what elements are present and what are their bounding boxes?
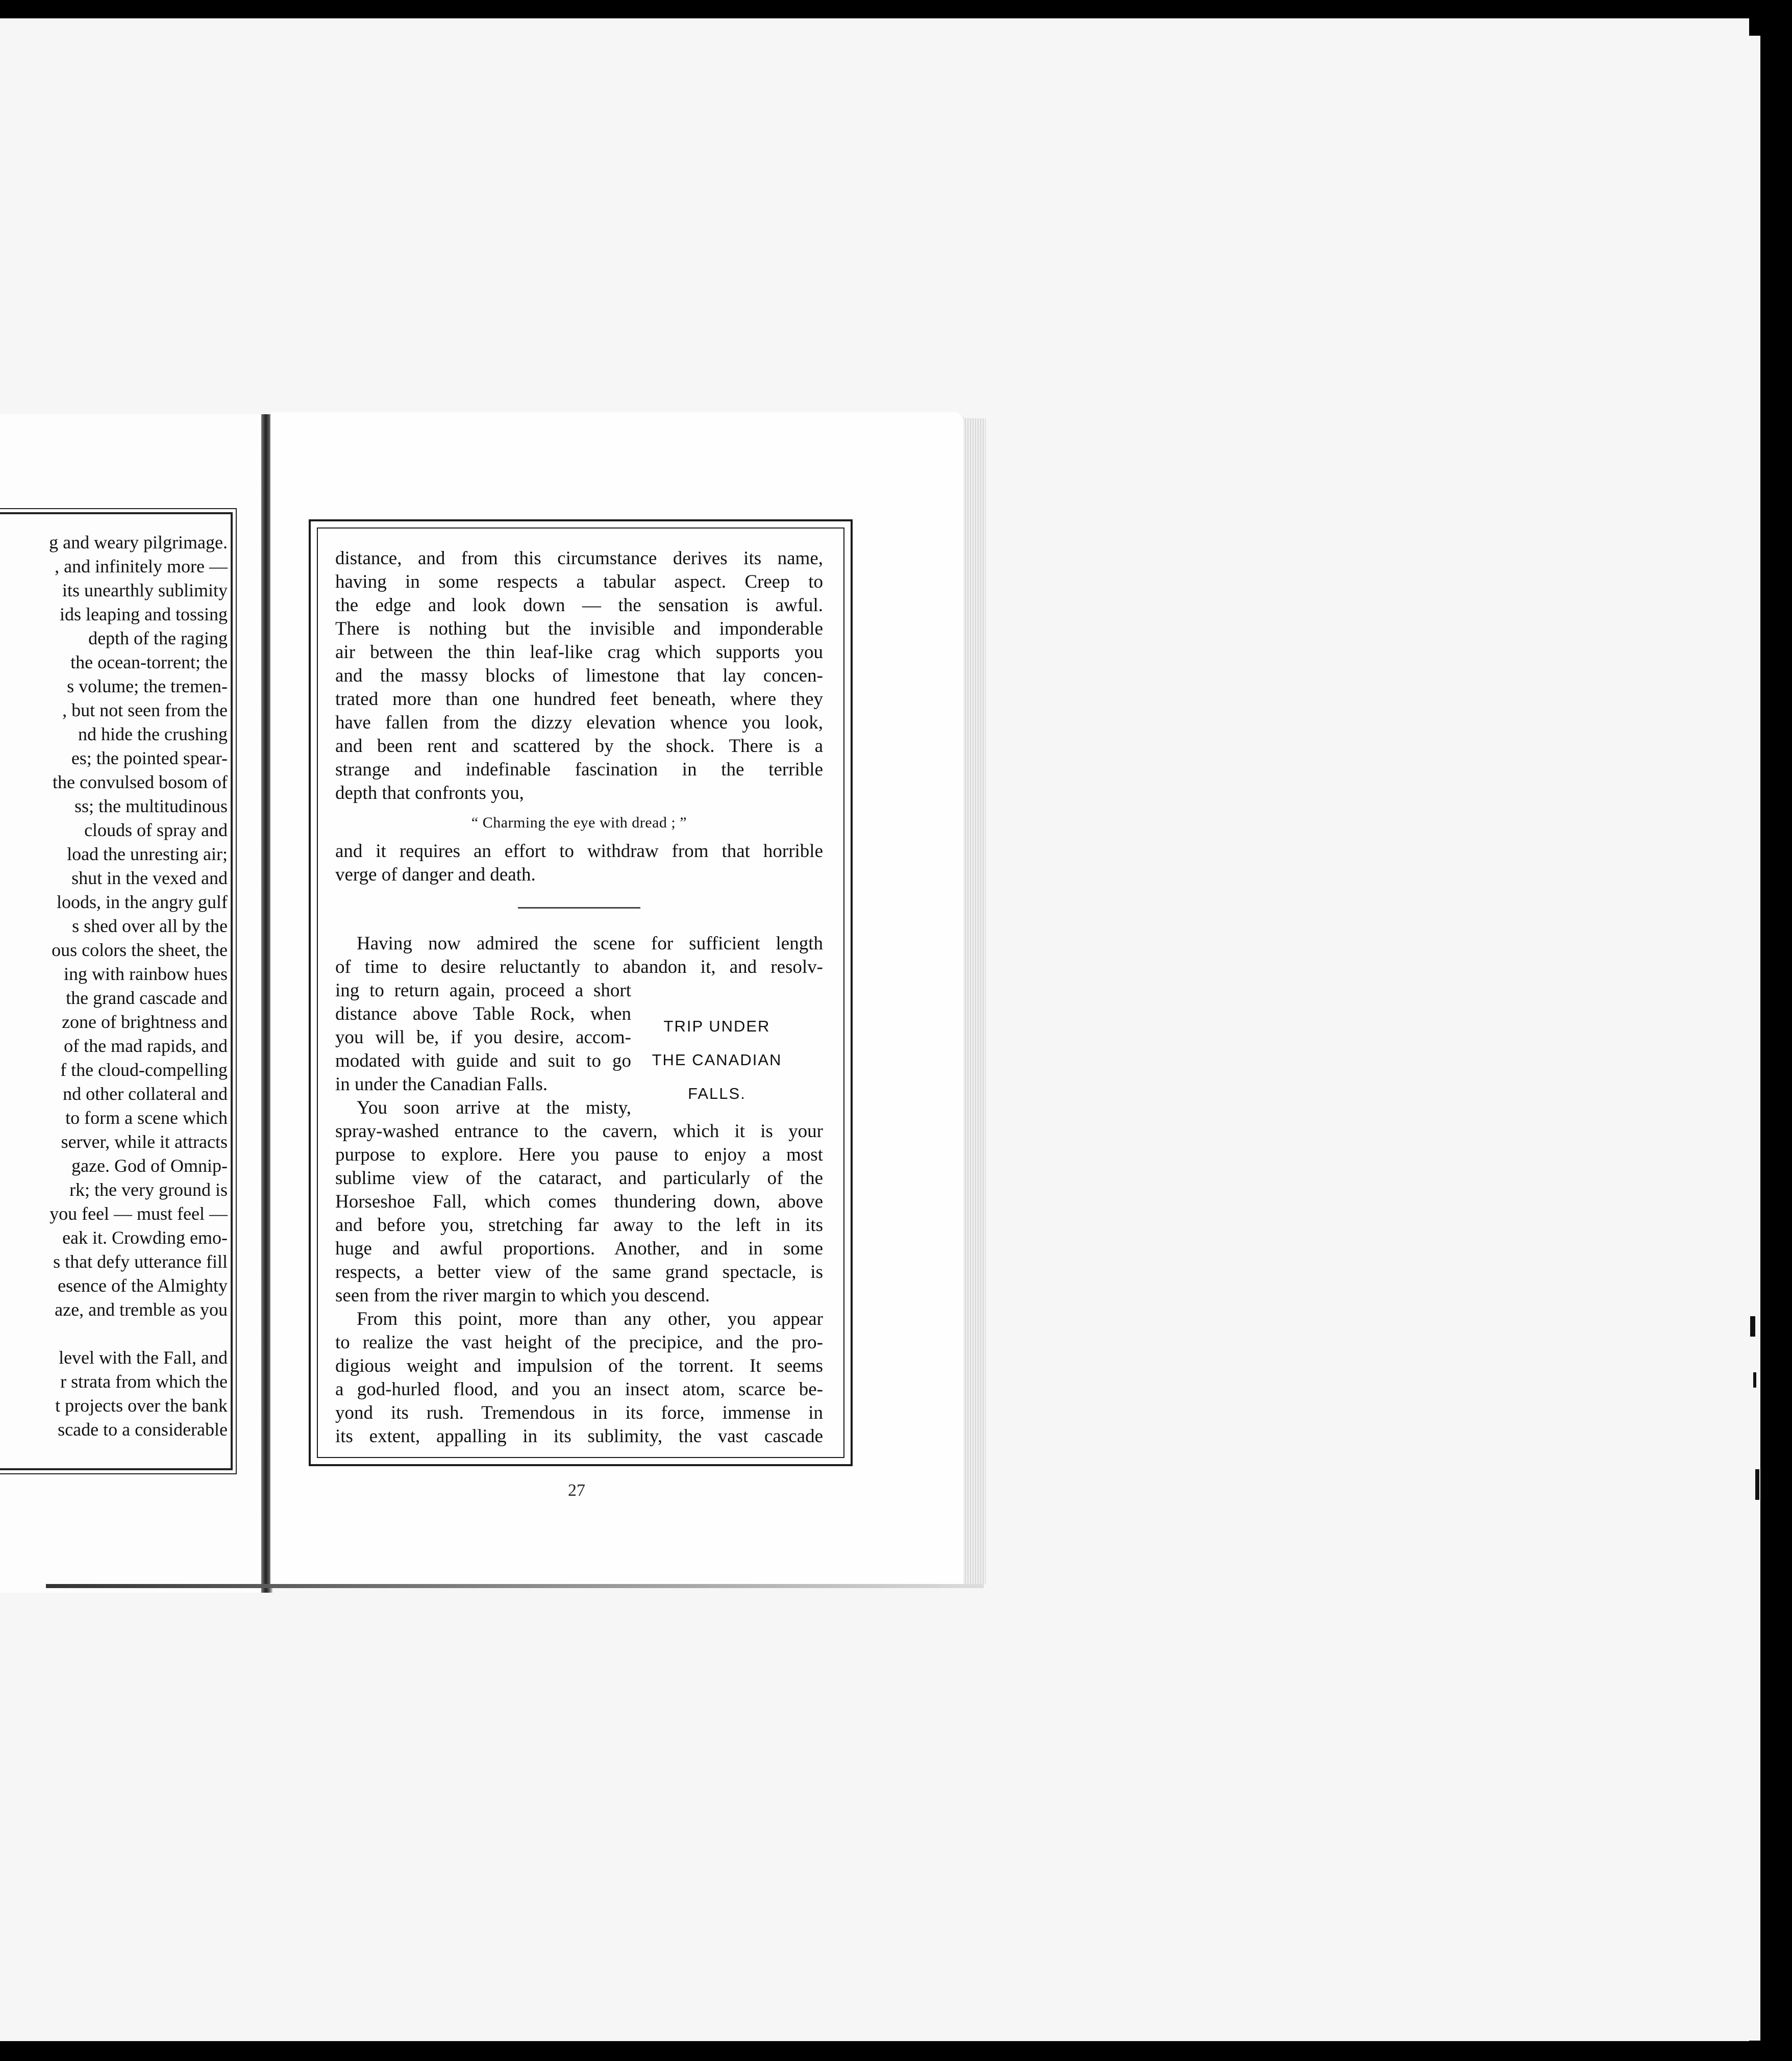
text-line: From this point, more than any other, you appear (357, 1309, 823, 1329)
left-text-line: gaze. God of Omnip- (71, 1155, 228, 1176)
margin-heading (625, 1010, 809, 1111)
left-text-line: ing with rainbow hues (64, 964, 228, 984)
left-text-line: the ocean-torrent; the (70, 652, 228, 672)
text-line: of time to desire reluctantly to abandon it, and resolv- (335, 957, 823, 977)
left-text-line: ids leaping and tossing (60, 604, 228, 624)
left-text-line: , and infinitely more — (55, 556, 228, 576)
text-line: you will be, if you desire, accom- (335, 1027, 631, 1048)
left-text-line: t projects over the bank (55, 1395, 228, 1416)
scan-artifact (1753, 1372, 1756, 1388)
right-page (270, 412, 963, 1586)
paragraph-1 (335, 547, 823, 805)
text-line: yond its rush. Tremendous in its force, immense in (335, 1402, 823, 1423)
left-text-line: server, while it attracts (61, 1132, 228, 1152)
text-line: distance, and from this circumstance derives its name, (335, 548, 823, 569)
text-line: Horseshoe Fall, which comes thundering down, above (335, 1191, 823, 1212)
text-line: digious weight and impulsion of the torrent. It seems (335, 1355, 823, 1376)
text-line: and before you, stretching far away to the left in its (335, 1215, 823, 1236)
margin-heading-line: THE CANADIAN (652, 1051, 782, 1069)
text-line: and it requires an effort to withdraw from that horrible (335, 841, 823, 862)
left-text-line: depth of the raging (88, 628, 228, 648)
left-text-line: ss; the multitudinous (74, 796, 228, 816)
text-line: You soon arrive at the misty, (357, 1097, 631, 1118)
sidenote-block (335, 979, 823, 1120)
text-line: verge of danger and death. (335, 864, 536, 885)
text-line: modated with guide and suit to go (335, 1050, 631, 1071)
left-text-line: f the cloud-compelling (60, 1060, 228, 1080)
text-line: huge and awful proportions. Another, and in some (335, 1238, 823, 1259)
paragraph-2 (335, 840, 823, 887)
left-text-line: ous colors the sheet, the (52, 940, 228, 960)
left-page-text (0, 531, 228, 1442)
scan-artifact (1750, 1316, 1755, 1337)
left-text-line: aze, and tremble as you (55, 1299, 228, 1320)
scan-artifact (1755, 1469, 1759, 1500)
text-line: Having now admired the scene for sufficient length (357, 933, 823, 954)
text-line: ing to return again, proceed a short (335, 980, 631, 1001)
margin-heading-line: TRIP UNDER (663, 1017, 770, 1035)
left-text-line: its unearthly sublimity (62, 580, 228, 600)
text-line: in under the Canadian Falls. (335, 1074, 548, 1095)
left-text-line: the convulsed bosom of (53, 772, 228, 792)
text-line: depth that confronts you, (335, 783, 524, 803)
text-line: having in some respects a tabular aspect. Creep to (335, 571, 823, 592)
page-border-outer (309, 519, 853, 1466)
left-text-line: loods, in the angry gulf (57, 892, 228, 912)
left-text-line: clouds of spray and (84, 820, 228, 840)
scan-edge (1735, 36, 1760, 2041)
page-content (335, 547, 823, 1448)
text-line: respects, a better view of the same grand spectacle, is (335, 1262, 823, 1283)
quotation: “ Charming the eye with dread ; ” (471, 814, 687, 831)
paragraph-5 (335, 1308, 823, 1448)
left-text-line: r strata from which the (60, 1371, 228, 1392)
book-bottom-shadow (46, 1584, 984, 1588)
text-line: trated more than one hundred feet beneath, where they (335, 689, 823, 710)
left-text-line: shut in the vexed and (71, 868, 228, 888)
left-text-line: s that defy utterance fill (53, 1251, 228, 1272)
left-text-line: , but not seen from the (62, 700, 228, 720)
left-text-line: load the unresting air; (67, 844, 228, 864)
left-text-line: g and weary pilgrimage. (49, 532, 228, 552)
text-line: distance above Table Rock, when (335, 1003, 631, 1024)
left-text-line: zone of brightness and (62, 1012, 228, 1032)
left-text-line: you feel — must feel — (49, 1203, 228, 1224)
text-line: seen from the river margin to which you descend. (335, 1285, 710, 1306)
left-text-line: nd other collateral and (63, 1084, 228, 1104)
text-line: the edge and look down — the sensation is awful. (335, 595, 823, 616)
text-line: to realize the vast height of the precipice, and the pro- (335, 1332, 823, 1353)
margin-heading-line: FALLS. (688, 1085, 746, 1102)
text-line: a god-hurled flood, and you an insect atom, scarce be- (335, 1379, 823, 1400)
left-text-line: es; the pointed spear- (71, 748, 228, 768)
left-text-line: s shed over all by the (72, 916, 228, 936)
text-line: air between the thin leaf-like crag which supports you (335, 642, 823, 663)
left-text-line: s volume; the tremen- (67, 676, 228, 696)
text-line: its extent, appalling in its sublimity, the vast cascade (335, 1426, 823, 1447)
page-edges (963, 418, 986, 1585)
left-text-line: level with the Fall, and (59, 1347, 228, 1368)
text-line: There is nothing but the invisible and imponderable (335, 618, 823, 639)
left-text-line: to form a scene which (65, 1108, 228, 1128)
left-page (0, 414, 266, 1593)
page-number: 27 (568, 1481, 585, 1500)
left-text-line: the grand cascade and (66, 988, 228, 1008)
text-line: sublime view of the cataract, and particularly of the (335, 1168, 823, 1189)
left-text-line: scade to a considerable (58, 1419, 228, 1440)
text-line: and been rent and scattered by the shock. There is a (335, 736, 823, 757)
left-text-line: esence of the Almighty (58, 1275, 228, 1296)
paragraph-3 (335, 932, 823, 979)
left-text-line (0, 1322, 228, 1346)
text-line: strange and indefinable fascination in the terrible (335, 759, 823, 780)
section-divider (518, 907, 640, 909)
text-line: purpose to explore. Here you pause to enjoy a most (335, 1144, 823, 1165)
left-text-line: nd hide the crushing (78, 724, 228, 744)
paragraph-3-narrow (335, 979, 631, 1120)
text-line: and the massy blocks of limestone that lay concen- (335, 665, 823, 686)
text-line: have fallen from the dizzy elevation whence you look, (335, 712, 823, 733)
text-line: spray-washed entrance to the cavern, which it is your (335, 1121, 823, 1142)
paragraph-4 (335, 1120, 823, 1308)
left-text-line: of the mad rapids, and (64, 1036, 228, 1056)
left-text-line: eak it. Crowding emo- (62, 1227, 228, 1248)
left-text-line: rk; the very ground is (69, 1179, 228, 1200)
